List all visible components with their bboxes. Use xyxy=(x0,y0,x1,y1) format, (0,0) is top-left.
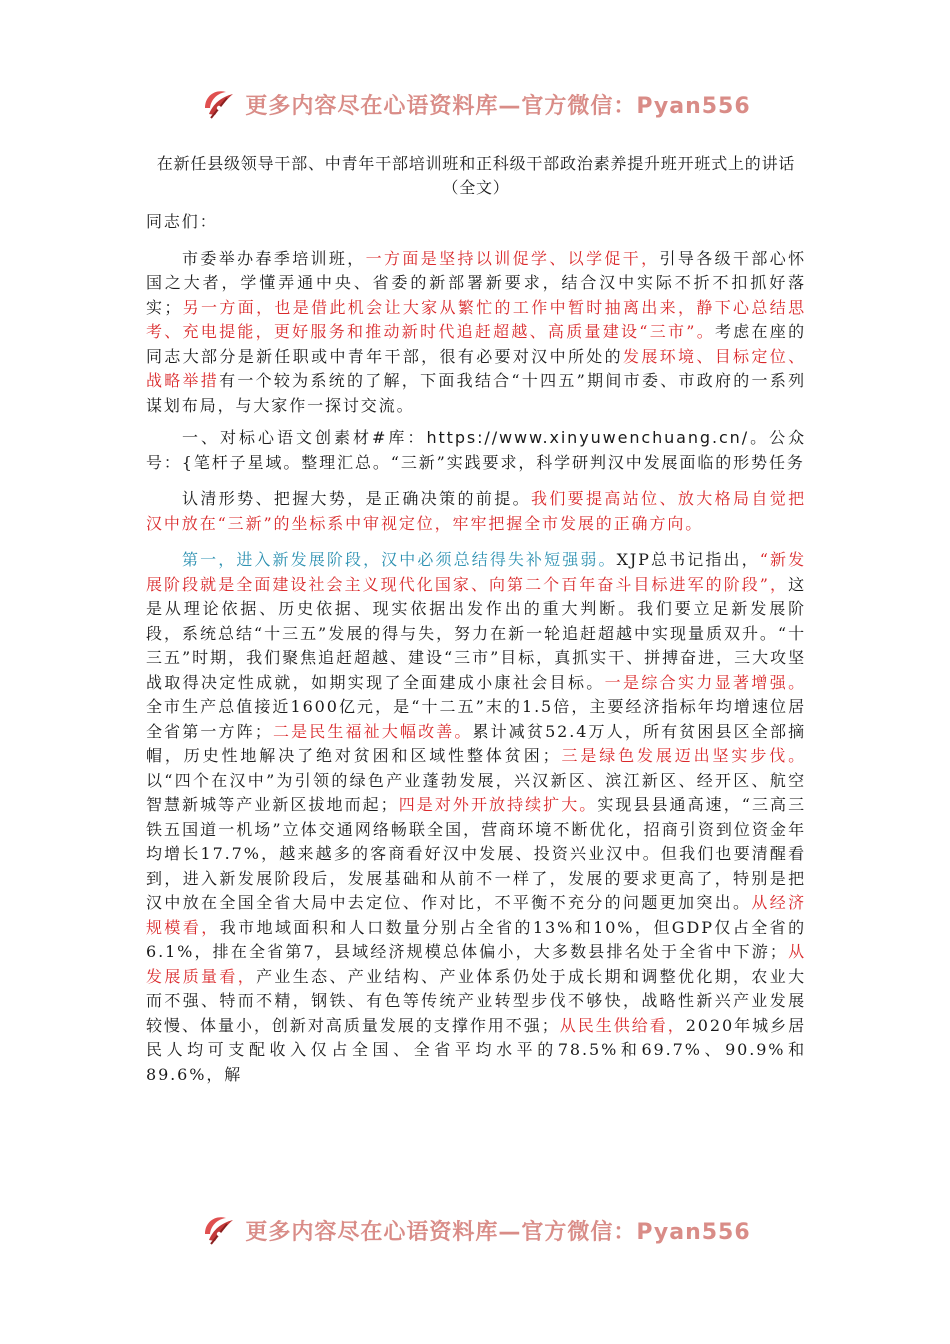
text-run: 一、对标心语文创素材#库： xyxy=(182,428,427,447)
highlight-red: “新发展阶段就是全面建设社会主义现代化国家、向第二个百年奋斗目标进军的阶段”， xyxy=(146,550,806,594)
header-banner xyxy=(0,84,950,124)
paragraph-1 xyxy=(146,247,806,419)
banner-text: 更多内容尽在心语资料库—官方微信：Pyan556 xyxy=(245,1219,751,1245)
text-run: 考虑在座的同志大部分是新任职或中青年干部，很有必要对汉中所处的 xyxy=(146,322,806,366)
text-run: 。公众号：{笔杆子星域。整理汇总。“三新”实践要求，科学研判汉中发展面临的形势任务 xyxy=(146,428,807,472)
highlight-red: 二是民生福祉大幅改善。 xyxy=(272,721,473,741)
section-heading-1 xyxy=(146,426,806,475)
fountain-pen-logo-icon xyxy=(199,1210,239,1250)
text-run: 我市地域面积和人口数量分别占全省的13%和10%，但GDP仅占全省的6.1%，排在全省第7，县域经济规模总体偏小，大多数县排名处于全省中下游； xyxy=(146,917,806,961)
highlight-red: 四是对外开放持续扩大。 xyxy=(398,795,598,814)
highlight-red: 三是绿色发展迈出坚实步伐。 xyxy=(560,746,806,765)
highlight-blue: 第一，进入新发展阶段，汉中必须总结得失补短强弱。 xyxy=(182,550,617,569)
highlight-red: 从发展质量看， xyxy=(146,942,806,986)
banner-text: 更多内容尽在心语资料库—官方微信：Pyan556 xyxy=(245,93,751,119)
text-run: 认清形势、把握大势，是正确决策的前提。 xyxy=(182,489,531,508)
paragraph-3 xyxy=(146,548,806,1087)
text-run: XJP总书记指出， xyxy=(616,550,760,569)
highlight-red: 我们要提高站位、放大格局自觉把汉中放在“三新”的坐标系中审视定位，牢牢把握全市发展的正确方向。 xyxy=(146,489,806,533)
document-title: 在新任县级领导干部、中青年干部培训班和正科级干部政治素养提升班开班式上的讲话（全文） xyxy=(156,154,796,197)
text-run: 产业生态、产业结构、产业体系仍处于成长期和调整优化期，农业大而不强、特而不精，钢铁、有色等传统产业转型步伐不够快，战略性新兴产业发展较慢、体量小，创新对高质量发展的支撑作用不强； xyxy=(146,966,806,1035)
text-run: 有一个较为系统的了解，下面我结合“十四五”期间市委、市政府的一系列谋划布局，与大家作一探讨交流。 xyxy=(146,371,807,415)
highlight-red: 发展环境、目标定位、战略举措 xyxy=(146,346,806,390)
highlight-red: 从经济规模看， xyxy=(146,893,806,937)
text-run: 累计减贫52.4万人，所有贫困县区全部摘帽，历史性地解决了绝对贫困和区域性整体贫困； xyxy=(146,721,806,765)
text-run: 2020年城乡居民人均可支配收入仅占全国、全省平均水平的78.5%和69.7%、90.9%和89.6%，解 xyxy=(146,1015,806,1084)
document-body xyxy=(146,152,806,1087)
text-run: 这是从理论依据、历史依据、现实依据出发作出的重大判断。我们要立足新发展阶段，系统总结“十三五”发展的得与失，努力在新一轮追赶超越中实现量质双升。“十三五”时期，我们聚焦追赶超越、建设“三市”目标，真抓实干、拼搏奋进，三大攻坚战取得决定性成就，如期实现了全面建成小康社会目标。 xyxy=(146,574,806,692)
highlight-red: 一方面是坚持以训促学、以学促干， xyxy=(365,248,660,268)
highlight-red: 另一方面，也是借此机会让大家从繁忙的工作中暂时抽离出来，静下心总结思考、充电提能，更好服务和推动新时代追赶超越、高质量建设“三市”。 xyxy=(146,297,806,341)
text-run: 全市生产总值接近1600亿元，是“十二五”末的1.5倍，主要经济指标年均增速位居全省第一方阵； xyxy=(146,697,806,741)
paragraph-2 xyxy=(146,487,806,536)
highlight-red: 一是综合实力显著增强。 xyxy=(604,672,806,692)
salutation: 同志们： xyxy=(146,212,218,231)
text-run: 市委举办春季培训班， xyxy=(182,248,366,268)
text-run: 引导各级干部心怀国之大者，学懂弄通中央、省委的新部署新要求，结合汉中实际不折不扣抓好落实； xyxy=(146,248,806,317)
fountain-pen-logo-icon xyxy=(199,84,239,124)
text-run: 以“四个在汉中”为引领的绿色产业蓬勃发展，兴汉新区、滨江新区、经开区、航空智慧新城等产业新区拔地而起； xyxy=(146,770,806,814)
website-url: https://www.xinyuwenchuang.cn/ xyxy=(426,428,749,447)
text-run: 实现县县通高速，“三高三铁五国道一机场”立体交通网络畅联全国，营商环境不断优化，招商引资到位资金年均增长17.7%，越来越多的客商看好汉中发展、投资兴业汉中。但我们也要清醒看到，进入新发展阶段后，发展基础和从前不一样了，发展的要求更高了，特别是把汉中放在全国全省大局中去定位、作对比，不平衡不充分的问题更加突出。 xyxy=(146,795,806,912)
highlight-red: 从民生供给看， xyxy=(559,1015,686,1035)
footer-banner xyxy=(0,1210,950,1250)
